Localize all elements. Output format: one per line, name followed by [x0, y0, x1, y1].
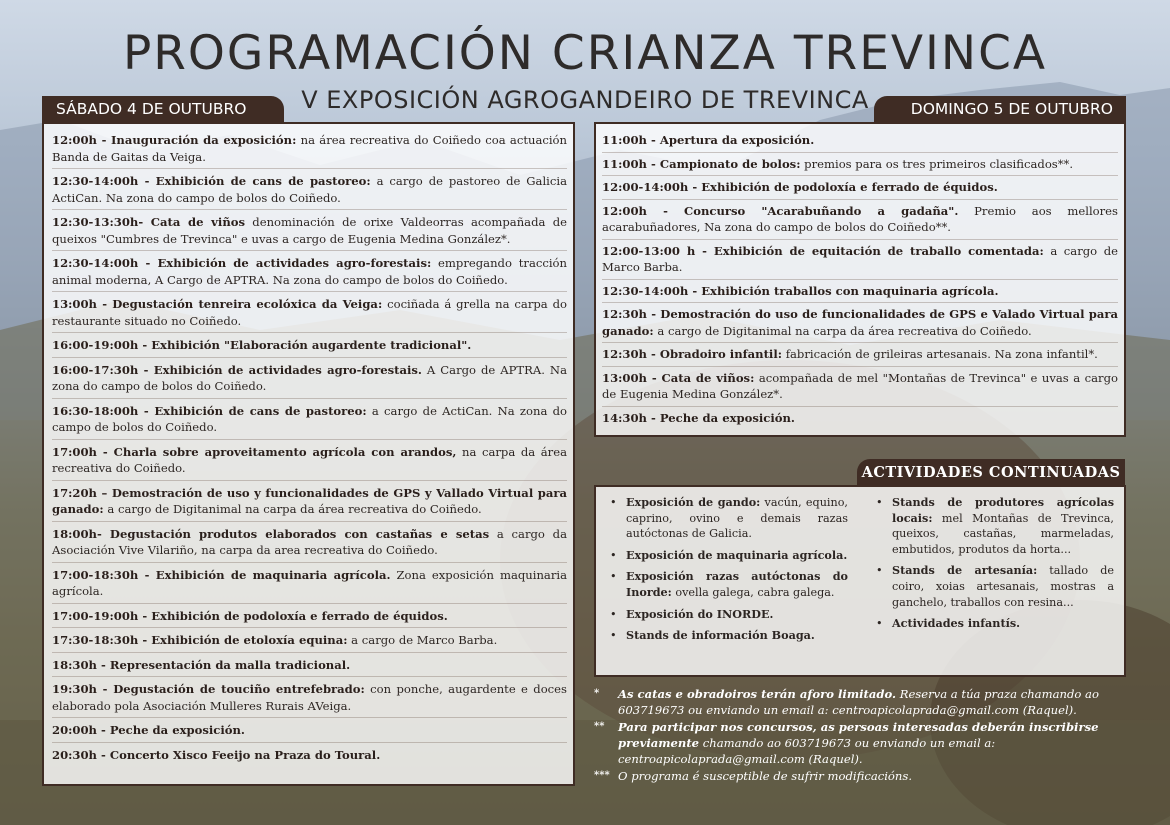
schedule-item-heading: 12:00h - Inauguración da exposición: — [52, 133, 297, 147]
schedule-item-heading: 12:30-14:00h - Exhibición traballos con maquinaria agrícola. — [602, 283, 999, 298]
schedule-item — [52, 362, 567, 399]
schedule-item-text: a cargo de Digitanimal na carpa da área recreativa do Coiñedo. — [653, 323, 1032, 338]
schedule-item — [602, 370, 1118, 407]
schedule-item-text: na carpa da área recreativa do Coiñedo. — [52, 444, 568, 475]
activity-item — [872, 495, 1114, 557]
schedule-item-text: Premio aos mellores acarabuñadores, Na zona do campo de bolos do Coiñedo**. — [602, 203, 1118, 234]
activities-col-right — [872, 495, 1114, 675]
footnote-mark: * — [594, 688, 600, 699]
schedule-item — [602, 346, 1118, 367]
schedule-item — [52, 567, 567, 604]
footnote-text: Reserva a túa praza chamando ao 603719673 ou enviando un email a: centroapicolaprada@gmail.com (Raquel). — [618, 687, 1099, 717]
schedule-item-heading: 13:00h - Degustación tenreira ecolóxica da Veiga: — [52, 297, 383, 311]
schedule-item-heading: 12:30h - Obradoiro infantil: — [602, 347, 783, 361]
footnote — [594, 768, 1134, 784]
schedule-item — [52, 444, 567, 481]
activity-item-heading: Exposición do INORDE. — [626, 606, 774, 621]
activity-item-text: vacún, equino, caprino, ovino e demais razas autóctonas de Galicia. — [626, 496, 848, 541]
schedule-item — [52, 485, 567, 522]
saturday-program — [42, 122, 575, 786]
schedule-item-heading: 12:30-13:30h- Cata de viños — [52, 215, 246, 229]
schedule-item — [52, 337, 567, 358]
footnote-text: chamando ao 603719673 ou enviando un email a: centroapicolaprada@gmail.com (Raquel). — [618, 736, 996, 766]
schedule-item-text: na área recreativa do Coiñedo coa actuación Banda de Gaitas da Veiga. — [52, 133, 567, 164]
schedule-item — [602, 156, 1118, 177]
schedule-item-heading: 12:00h - Concurso "Acarabuñando a gadaña". — [602, 203, 959, 218]
schedule-item — [602, 410, 1118, 430]
activity-item-heading: Stands de artesanía: — [892, 563, 1038, 578]
schedule-item — [602, 179, 1118, 200]
activity-item — [606, 569, 848, 600]
schedule-item-text: a cargo da Asociación Vive Vilariño, na carpa da area recreativa do Coiñedo. — [52, 526, 568, 557]
schedule-item-heading: 19:30h - Degustación de touciño entrefebrado: — [52, 682, 365, 696]
footnote-heading: As catas e obradoiros terán aforo limitado. — [618, 687, 897, 701]
schedule-item-text: a cargo de Marco Barba. — [602, 243, 1118, 274]
sunday-label: DOMINGO 5 DE OUTUBRO — [874, 96, 1126, 123]
schedule-item-heading: 20:30h - Concerto Xisco Feeijo na Praza do Toural. — [52, 747, 381, 762]
schedule-item-heading: 16:30-18:00h - Exhibición de cans de pastoreo: — [52, 403, 367, 418]
activity-item — [872, 616, 1114, 632]
schedule-item — [602, 306, 1118, 343]
schedule-item — [52, 173, 567, 210]
schedule-item-heading: 12:30-14:00h - Exhibición de actividades agro-forestais: — [52, 256, 432, 270]
schedule-item-text: denominación de orixe Valdeorras acompañada de queixos "Cumbres de Trevinca" e uvas a cargo de Eugenia Medina González*. — [52, 215, 567, 246]
footnote — [594, 719, 1134, 767]
schedule-item-heading: 12:00-13:00 h - Exhibición de equitación de traballo comentada: — [602, 243, 1044, 258]
schedule-item-heading: 18:30h - Representación da malla tradicional. — [52, 657, 351, 672]
schedule-item-text: cociñada á grella na carpa do restaurante situado no Coiñedo. — [52, 297, 567, 328]
schedule-item — [602, 203, 1118, 240]
schedule-item — [52, 403, 567, 440]
activity-item — [606, 548, 848, 564]
schedule-item — [52, 657, 567, 678]
schedule-item — [52, 632, 567, 653]
activity-item-heading: Stands de produtores agrícolas locais: — [892, 495, 1114, 525]
schedule-item-text: a cargo de ActiCan. Na zona do campo de bolos do Coiñedo. — [52, 403, 567, 434]
schedule-item — [52, 722, 567, 743]
schedule-item-heading: 17:00h - Charla sobre aproveitamento agrícola con arandos, — [52, 444, 457, 459]
activities-label: ACTIVIDADES CONTINUADAS — [857, 459, 1125, 486]
activity-item — [606, 628, 848, 644]
activity-item-heading: Exposición razas autóctonas do Inorde: — [626, 569, 848, 599]
schedule-item-heading: 12:30-14:00h - Exhibición de cans de pastoreo: — [52, 174, 371, 188]
schedule-item-heading: 14:30h - Peche da exposición. — [602, 410, 795, 425]
schedule-item-heading: 20:00h - Peche da exposición. — [52, 723, 245, 737]
schedule-item-text: premios para os tres primeiros clasificados**. — [800, 156, 1074, 171]
activity-item-heading: Exposición de maquinaria agrícola. — [626, 547, 848, 562]
schedule-item — [602, 243, 1118, 280]
schedule-item — [52, 214, 567, 251]
schedule-item-heading: 16:00-19:00h - Exhibición "Elaboración augardente tradicional". — [52, 338, 472, 352]
schedule-item — [52, 255, 567, 292]
schedule-item-text: fabricación de grileiras artesanais. Na zona infantil*. — [782, 347, 1098, 361]
footnote-heading: Para participar nos concursos, as persoas interesadas deberán inscribirse previamente — [618, 720, 1099, 750]
sunday-program — [594, 122, 1126, 437]
schedule-item — [52, 296, 567, 333]
schedule-item-heading: 16:00-17:30h - Exhibición de actividades agro-forestais. — [52, 362, 422, 377]
schedule-item — [52, 132, 567, 169]
schedule-item-text: A Cargo de APTRA. Na zona do campo de bolos do Coiñedo. — [52, 362, 567, 393]
activity-item — [606, 495, 848, 542]
page-subtitle: V EXPOSICIÓN AGROGANDEIRO DE TREVINCA — [301, 86, 869, 114]
schedule-item-heading: 17:00-19:00h - Exhibición de podoloxía e ferrado de équidos. — [52, 608, 448, 623]
schedule-item-heading: 17:30-18:30h - Exhibición de etoloxía equina: — [52, 633, 348, 647]
schedule-item-text: acompañada de mel "Montañas de Trevinca" e uvas a cargo de Eugenia Medina González*. — [602, 370, 1119, 401]
schedule-item-heading: 11:00h - Campionato de bolos: — [602, 156, 801, 171]
activities-col-left — [606, 495, 848, 675]
footnote-text: O programa é susceptible de sufrir modificacións. — [618, 769, 913, 783]
schedule-item-text: con ponche, augardente e doces elaborado pola Asociación Mulleres Rurais AVeiga. — [52, 682, 567, 713]
activities-panel — [594, 485, 1126, 677]
footnote-mark: *** — [594, 770, 610, 781]
activity-item-text: mel Montañas de Trevinca, queixos, castañas, marmeladas, embutidos, produtos da horta... — [892, 511, 1114, 556]
schedule-item-heading: 18:00h- Degustación produtos elaborados con castañas e setas — [52, 526, 490, 541]
activity-item-heading: Stands de información Boaga. — [626, 628, 815, 643]
activity-item — [872, 563, 1114, 610]
schedule-item-heading: 17:20h – Demostración de uso y funcionalidades de GPS y Vallado Virtual para ganado: — [52, 485, 567, 516]
schedule-item-text: a cargo de Marco Barba. — [347, 633, 498, 647]
footnote-mark: ** — [594, 721, 605, 732]
schedule-item-text: Zona exposición maquinaria agrícola. — [52, 567, 568, 598]
activity-item-heading: Exposición de gando: — [626, 495, 761, 509]
schedule-item-heading: 13:00h - Cata de viños: — [602, 370, 755, 385]
schedule-item-text: a cargo de pastoreo de Galicia ActiCan. Na zona do campo de bolos do Coiñedo. — [52, 174, 568, 205]
schedule-item — [52, 747, 567, 767]
schedule-item — [602, 132, 1118, 153]
schedule-item-text: empregando tracción animal moderna, A Cargo de APTRA. Na zona do campo de bolos do Coiñedo. — [52, 256, 567, 287]
schedule-item-text: a cargo de Digitanimal na carpa da área recreativa do Coiñedo. — [103, 502, 482, 516]
footnote — [594, 686, 1134, 718]
schedule-item — [602, 283, 1118, 304]
activity-item-text: ovella galega, cabra galega. — [671, 585, 835, 599]
activity-item-heading: Actividades infantís. — [892, 616, 1021, 631]
schedule-item-heading: 11:00h - Apertura da exposición. — [602, 133, 815, 147]
schedule-item-heading: 12:00-14:00h - Exhibición de podoloxía e ferrado de équidos. — [602, 180, 998, 194]
activity-item-text: tallado de coiro, xoias artesanais, mostras a ganchelo, traballos con resina... — [892, 564, 1114, 609]
saturday-label: SÁBADO 4 DE OUTUBRO — [42, 96, 284, 123]
footnotes — [594, 686, 1134, 785]
schedule-item-heading: 12:30h - Demostración do uso de funcionalidades de GPS e Valado Virtual para ganado: — [602, 307, 1118, 338]
page-title: PROGRAMACIÓN CRIANZA TREVINCA — [122, 26, 1048, 81]
schedule-item — [52, 681, 567, 718]
schedule-item — [52, 608, 567, 629]
activity-item — [606, 607, 848, 623]
schedule-item — [52, 526, 567, 563]
schedule-item-heading: 17:00-18:30h - Exhibición de maquinaria agrícola. — [52, 567, 391, 582]
